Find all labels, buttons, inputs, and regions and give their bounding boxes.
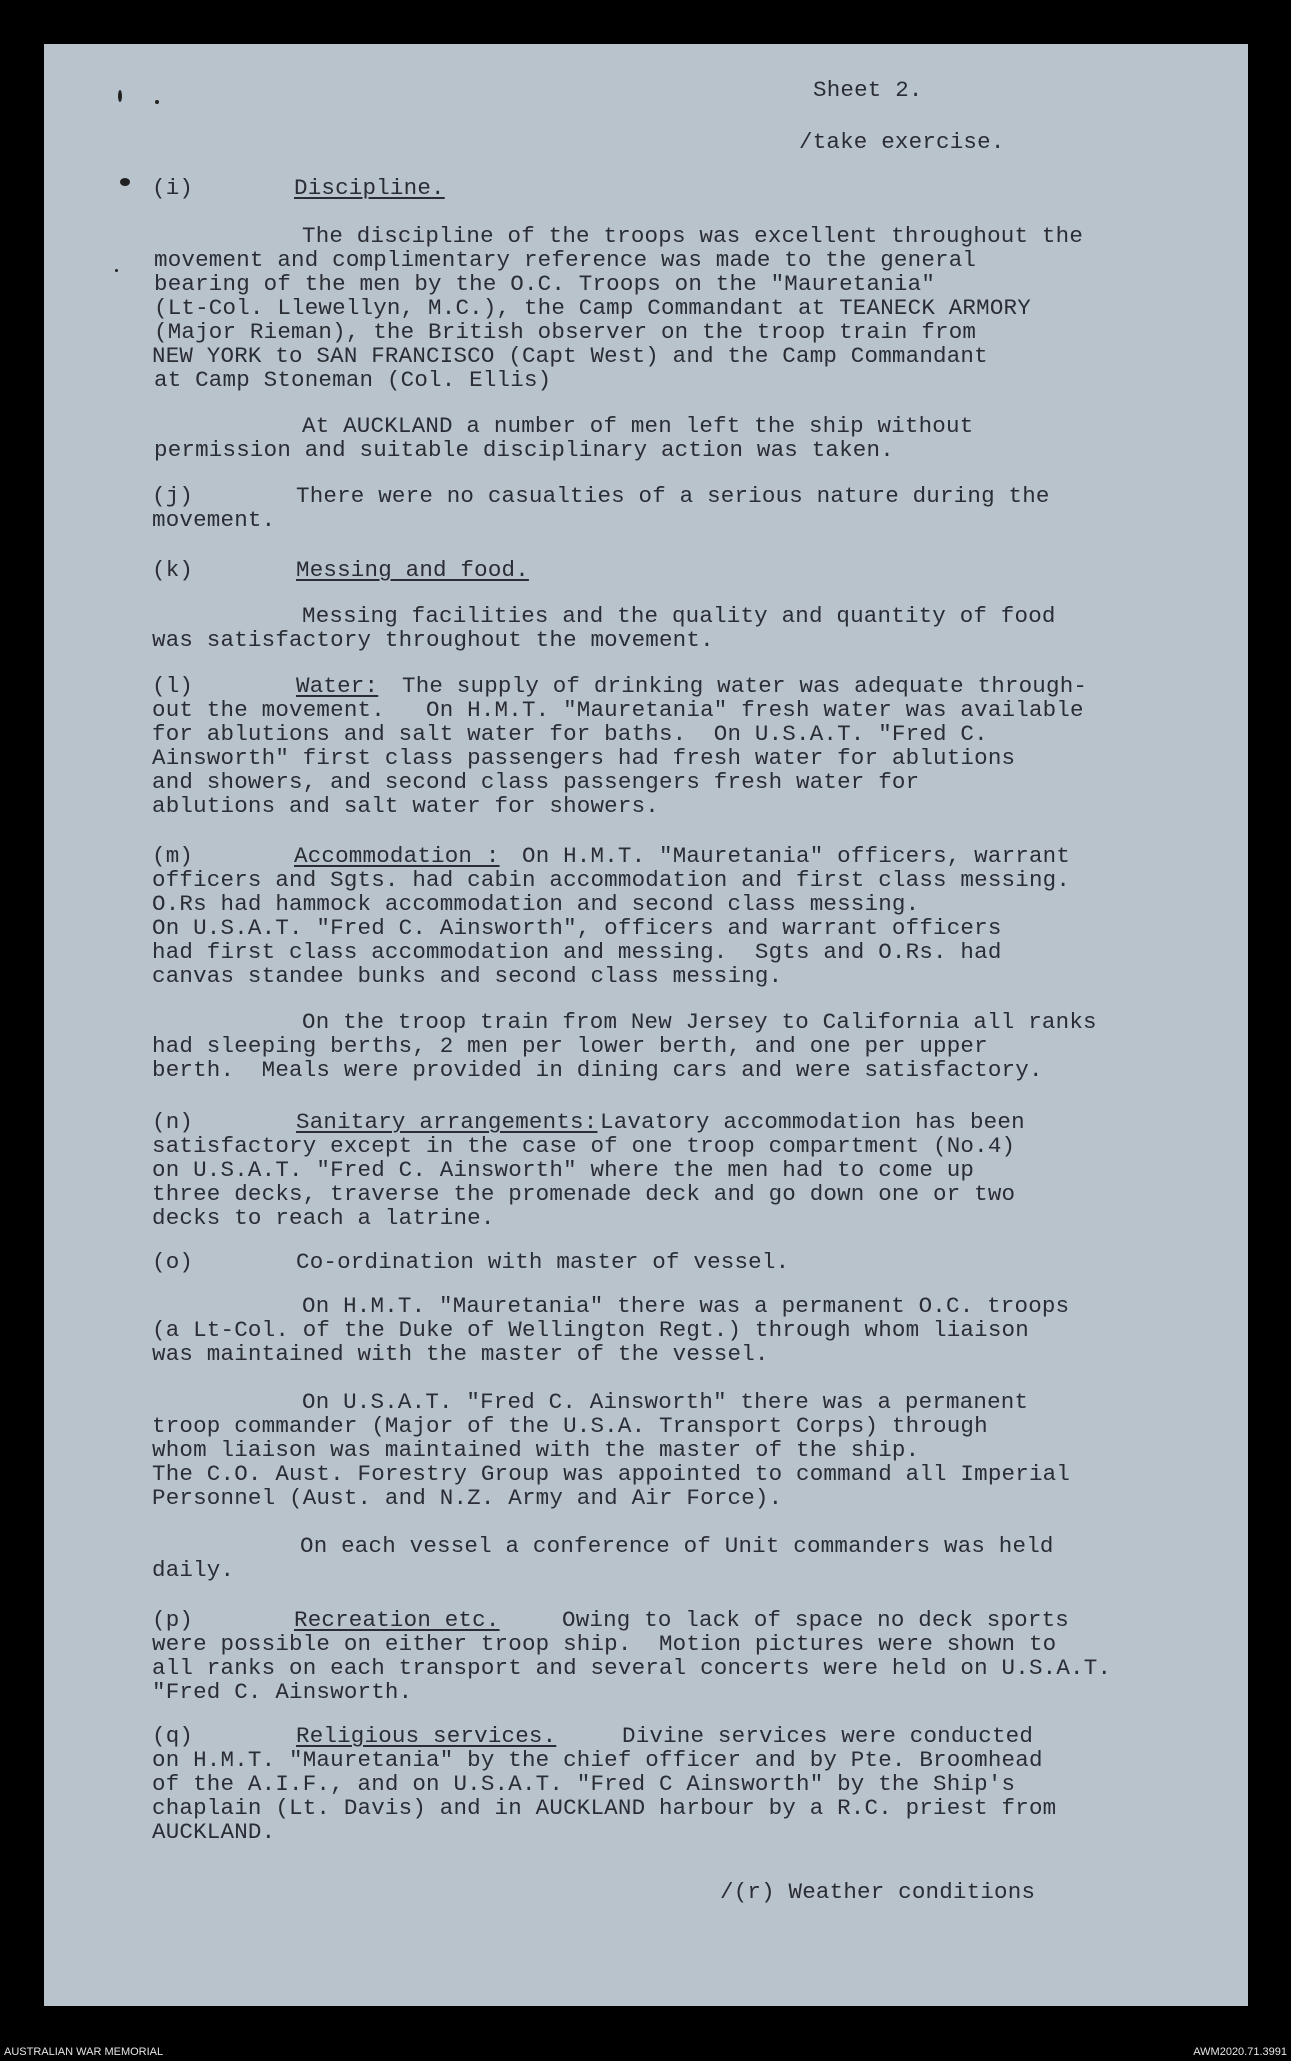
sanitary-line-4: three decks, traverse the promenade deck and go down one or two <box>152 1181 1016 1207</box>
water-first-line: The supply of drinking water was adequate through- <box>402 673 1088 699</box>
train-line-2: had sleeping berths, 2 men per lower berth, and one per upper <box>152 1033 988 1059</box>
coordination-line-2: (a Lt-Col. of the Duke of Wellington Regt.) through whom liaison <box>152 1317 1029 1343</box>
sheet-number: Sheet 2. <box>813 77 923 103</box>
section-heading: Co-ordination with master of vessel. <box>296 1249 790 1275</box>
section-p <box>152 1608 1232 1633</box>
ink-mark <box>155 100 159 104</box>
discipline-line-3: bearing of the men by the O.C. Troops on the "Mauretania" <box>154 271 936 297</box>
section-heading: Recreation etc. <box>294 1607 500 1633</box>
recreation-line-2: were possible on either troop ship. Motion pictures were shown to <box>152 1631 1057 1657</box>
accommodation-line-3: O.Rs had hammock accommodation and second class messing. <box>152 891 920 917</box>
water-line-3: for ablutions and salt water for baths. On U.S.A.T. "Fred C. <box>152 721 988 747</box>
accommodation-line-5: had first class accommodation and messing. Sgts and O.Rs. had <box>152 939 1002 965</box>
section-heading: Accommodation : <box>294 843 500 869</box>
ainsworth-line-2: troop commander (Major of the U.S.A. Transport Corps) through <box>152 1413 988 1439</box>
train-line-1: On the troop train from New Jersey to California all ranks <box>302 1009 1097 1035</box>
discipline-auckland-line-1: At AUCKLAND a number of men left the ship without <box>302 413 974 439</box>
ainsworth-line-4: The C.O. Aust. Forestry Group was appointed to command all Imperial <box>152 1461 1071 1487</box>
discipline-line-2: movement and complimentary reference was made to the general <box>154 247 977 273</box>
discipline-line-5: (Major Rieman), the British observer on the troop train from <box>154 319 977 345</box>
section-letter: (q) <box>152 1723 194 1749</box>
casualties-line-2: movement. <box>152 507 276 533</box>
section-m <box>152 844 1232 869</box>
section-heading: Religious services. <box>296 1723 557 1749</box>
section-o-heading <box>152 1250 1232 1275</box>
section-q <box>152 1724 1232 1749</box>
continuation-header: /take exercise. <box>799 129 1005 155</box>
water-line-6: ablutions and salt water for showers. <box>152 793 659 819</box>
ink-mark <box>115 269 118 272</box>
religious-line-5: AUCKLAND. <box>152 1819 276 1845</box>
sanitary-line-2: satisfactory except in the case of one troop compartment (No.4) <box>152 1133 1016 1159</box>
religious-line-4: chaplain (Lt. Davis) and in AUCKLAND harbour by a R.C. priest from <box>152 1795 1057 1821</box>
document-sheet <box>44 44 1248 2006</box>
recreation-first-line: Owing to lack of space no deck sports <box>562 1607 1069 1633</box>
archive-reference: AWM2020.71.3991 <box>1193 2046 1287 2058</box>
section-letter: (l) <box>152 673 194 699</box>
train-line-3: berth. Meals were provided in dining cars and were satisfactory. <box>152 1057 1043 1083</box>
ainsworth-line-1: On U.S.A.T. "Fred C. Ainsworth" there was a permanent <box>302 1389 1029 1415</box>
ainsworth-line-3: whom liaison was maintained with the master of the ship. <box>152 1437 920 1463</box>
punch-mark <box>120 178 130 186</box>
casualties-line-1: There were no casualties of a serious nature during the <box>296 483 1050 509</box>
section-letter: (o) <box>152 1249 194 1275</box>
section-n <box>152 1110 1232 1135</box>
discipline-line-7: at Camp Stoneman (Col. Ellis) <box>154 367 552 393</box>
accommodation-line-4: On U.S.A.T. "Fred C. Ainsworth", officers and warrant officers <box>152 915 1002 941</box>
water-line-4: Ainsworth" first class passengers had fresh water for ablutions <box>152 745 1016 771</box>
water-line-2: out the movement. On H.M.T. "Mauretania" fresh water was available <box>152 697 1084 723</box>
messing-line-1: Messing facilities and the quality and quantity of food <box>302 603 1056 629</box>
sanitary-first-line: Lavatory accommodation has been <box>600 1109 1025 1135</box>
section-heading: Water: <box>296 673 379 699</box>
coordination-line-3: was maintained with the master of the vessel. <box>152 1341 769 1367</box>
section-heading: Sanitary arrangements: <box>296 1109 598 1135</box>
accommodation-line-2: officers and Sgts. had cabin accommodation and first class messing. <box>152 867 1071 893</box>
sanitary-line-5: decks to reach a latrine. <box>152 1205 495 1231</box>
section-letter: (j) <box>152 483 194 509</box>
ainsworth-line-5: Personnel (Aust. and N.Z. Army and Air Force). <box>152 1485 783 1511</box>
discipline-line-1: The discipline of the troops was excellent throughout the <box>302 223 1084 249</box>
recreation-line-4: "Fred C. Ainsworth. <box>152 1679 413 1705</box>
section-k-heading <box>152 558 1232 583</box>
water-line-5: and showers, and second class passengers fresh water for <box>152 769 920 795</box>
section-letter: (m) <box>152 843 194 869</box>
discipline-auckland-line-2: permission and suitable disciplinary action was taken. <box>154 437 894 463</box>
sanitary-line-3: on U.S.A.T. "Fred C. Ainsworth" where the men had to come up <box>152 1157 975 1183</box>
archive-credit: AUSTRALIAN WAR MEMORIAL <box>4 2046 164 2058</box>
accommodation-line-6: canvas standee bunks and second class messing. <box>152 963 783 989</box>
section-letter: (i) <box>152 175 194 201</box>
religious-line-3: of the A.I.F., and on U.S.A.T. "Fred C Ainsworth" by the Ship's <box>152 1771 1016 1797</box>
discipline-line-4: (Lt-Col. Llewellyn, M.C.), the Camp Commandant at TEANECK ARMORY <box>154 295 1031 321</box>
messing-line-2: was satisfactory throughout the movement. <box>152 627 714 653</box>
section-l <box>152 674 1232 699</box>
conference-line-2: daily. <box>152 1557 235 1583</box>
ink-mark <box>118 90 122 102</box>
section-j <box>152 484 1232 509</box>
conference-line-1: On each vessel a conference of Unit commanders was held <box>300 1533 1054 1559</box>
recreation-line-3: all ranks on each transport and several concerts were held on U.S.A.T. <box>152 1655 1112 1681</box>
religious-line-2: on H.M.T. "Mauretania" by the chief officer and by Pte. Broomhead <box>152 1747 1043 1773</box>
religious-first-line: Divine services were conducted <box>622 1723 1034 1749</box>
continuation-footer: /(r) Weather conditions <box>720 1879 1036 1905</box>
coordination-line-1: On H.M.T. "Mauretania" there was a permanent O.C. troops <box>302 1293 1070 1319</box>
section-letter: (n) <box>152 1109 194 1135</box>
section-letter: (p) <box>152 1607 194 1633</box>
section-heading: Messing and food. <box>296 557 529 583</box>
section-heading: Discipline. <box>294 175 445 201</box>
accommodation-first-line: On H.M.T. "Mauretania" officers, warrant <box>522 843 1071 869</box>
section-letter: (k) <box>152 557 194 583</box>
discipline-line-6: NEW YORK to SAN FRANCISCO (Capt West) and the Camp Commandant <box>152 343 988 369</box>
section-i-heading <box>152 176 1232 201</box>
